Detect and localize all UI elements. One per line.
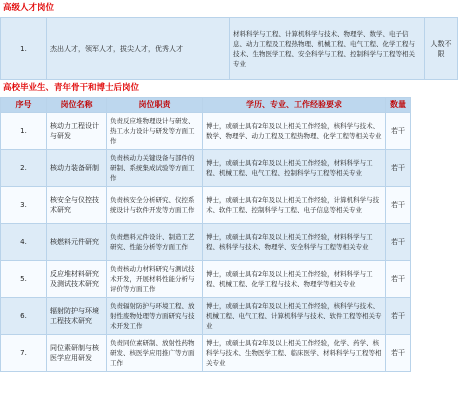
header-position-name: 岗位名称 [47, 98, 107, 113]
headcount: 若干 [386, 113, 411, 150]
header-no: 序号 [1, 98, 47, 113]
headcount: 人数不限 [425, 18, 458, 80]
position-duties: 负责同位素研制、放射性药物研发、核医学应用推广等方面工作 [107, 335, 203, 372]
headcount: 若干 [386, 224, 411, 261]
table-row [1, 224, 411, 261]
headcount: 若干 [386, 187, 411, 224]
position-requirements: 博士，或硕士具有2年及以上相关工作经验，核科学与技术、数学、物理学、动力工程及工程热物理、化学工程等相关专业 [203, 113, 386, 150]
section2-title: 高校毕业生、青年骨干和博士后岗位 [0, 80, 410, 97]
position-duties: 负责辐射防护与环境工程、放射性废物处理等方面研究与技术开发工作 [107, 298, 203, 335]
row-number: 6. [1, 298, 47, 335]
position-duties: 负责反应堆物理设计与研发、热工水力设计与研发等方面工作 [107, 113, 203, 150]
table-row [1, 187, 411, 224]
headcount: 若干 [386, 150, 411, 187]
headcount: 若干 [386, 298, 411, 335]
table-row [1, 113, 411, 150]
position-duties: 负责核动力关键设备与部件的研制、系统集成试验等方面工作 [107, 150, 203, 187]
position-requirements: 博士，或硕士具有2年及以上相关工作经验，材料科学与工程、机械工程、电气工程、控制科学与工程等相关专业 [203, 150, 386, 187]
position-requirements: 博士，或硕士具有2年及以上相关工作经验，材料科学与工程、机械工程、化学工程与技术、物理学等相关专业 [203, 261, 386, 298]
senior-talent-table [0, 17, 458, 80]
table-header-row [1, 98, 411, 113]
row-number: 4. [1, 224, 47, 261]
table-row [1, 335, 411, 372]
row-number: 1. [1, 113, 47, 150]
row-number: 2. [1, 150, 47, 187]
position-duties: 负责核动力材料研究与测试技术开发，开展材料性能分析与评价等方面工作 [107, 261, 203, 298]
table-row [1, 298, 411, 335]
position-duties: 负责核安全分析研究、仪控系统设计与软件开发等方面工作 [107, 187, 203, 224]
position-name: 反应堆材料研究及测试技术研究 [47, 261, 107, 298]
header-duties: 岗位职责 [107, 98, 203, 113]
position-duties: 负责燃料元件设计、制造工艺研究、性能分析等方面工作 [107, 224, 203, 261]
graduate-positions-table [0, 97, 411, 372]
row-number: 3. [1, 187, 47, 224]
row-number: 1. [1, 18, 47, 80]
section1-title: 高级人才岗位 [0, 0, 410, 17]
position-name: 辐射防护与环境工程技术研究 [47, 298, 107, 335]
talent-category: 杰出人才，领军人才，拔尖人才，优秀人才 [47, 18, 230, 80]
position-requirements: 博士，或硕士具有2年及以上相关工作经验，材料科学与工程、核科学与技术、物理学、安全科学与工程等相关专业 [203, 224, 386, 261]
table-row [1, 18, 458, 80]
header-requirements: 学历、专业、工作经验要求 [203, 98, 386, 113]
headcount: 若干 [386, 261, 411, 298]
position-name: 核燃料元件研究 [47, 224, 107, 261]
position-requirements: 博士，或硕士具有2年及以上相关工作经验，计算机科学与技术、软件工程、控制科学与工程、电子信息等相关专业 [203, 187, 386, 224]
position-name: 同位素研制与核医学应用研发 [47, 335, 107, 372]
position-name: 核安全与仪控技术研究 [47, 187, 107, 224]
table-row [1, 261, 411, 298]
position-name: 核动力装备研制 [47, 150, 107, 187]
row-number: 7. [1, 335, 47, 372]
headcount: 若干 [386, 335, 411, 372]
row-number: 5. [1, 261, 47, 298]
header-count: 数量 [386, 98, 411, 113]
position-requirements: 博士，或硕士具有2年及以上相关工作经验，核科学与技术、机械工程、电气工程、计算机科学与技术、软件工程等相关专业 [203, 298, 386, 335]
position-requirements: 博士，或硕士具有2年及以上相关工作经验，化学、药学、核科学与技术、生物医学工程、临床医学、材料科学与工程等相关专业 [203, 335, 386, 372]
major-requirements: 材料科学与工程、计算机科学与技术、物理学、数学、电子信息、动力工程及工程热物理、机械工程、电气工程、化学工程与技术、生物医学工程、安全科学与工程、控制科学与工程等相关专业 [230, 18, 425, 80]
table-row [1, 150, 411, 187]
position-name: 核动力工程设计与研发 [47, 113, 107, 150]
